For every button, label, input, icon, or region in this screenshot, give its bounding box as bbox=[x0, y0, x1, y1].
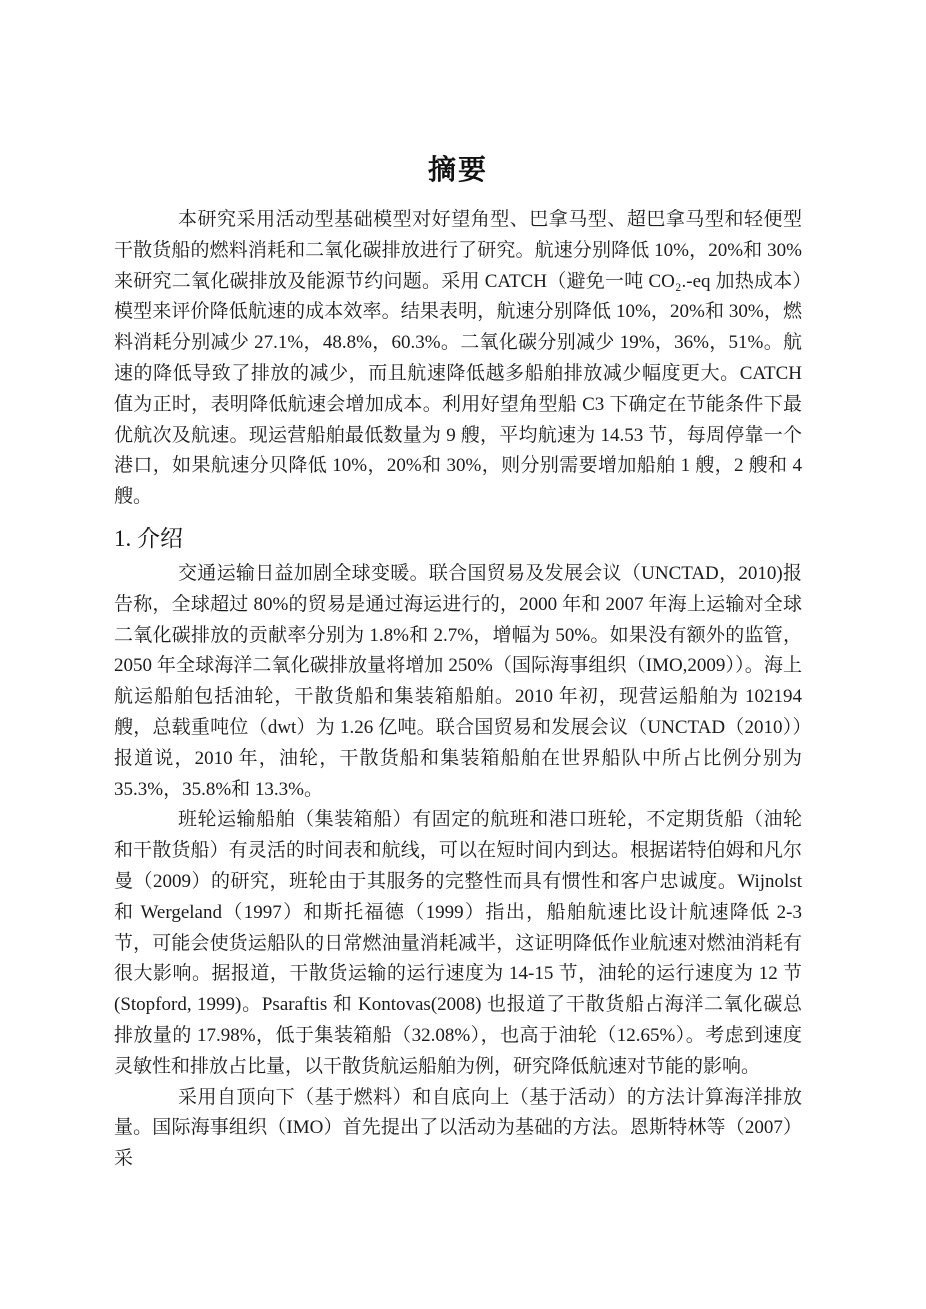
page-content bbox=[114, 148, 802, 1175]
abstract-paragraph: 本研究采用活动型基础模型对好望角型、巴拿马型、超巴拿马型和轻便型干散货船的燃料消耗和二氧化碳排放进行了研究。航速分别降低 10%，20%和 30%来研究二氧化碳排放及能源节约问题。采用 CATCH（避免一吨 CO₂.-eq 加热成本）模型来评价降低航速的成本效率。结果表明，航速分别降低 10%，20%和 30%，燃料消耗分别减少 27.1%，48.8%，60.3%。二氧化碳分别减少 19%，36%，51%。航速的降低导致了排放的减少，而且航速降低越多船舶排放减少幅度更大。CATCH 值为正时，表明降低航速会增加成本。利用好望角型船 C3 下确定在节能条件下最优航次及航速。现运营船舶最低数量为 9 艘，平均航速为 14.53 节，每周停靠一个港口，如果航速分贝降低 10%，20%和 30%，则分别需要增加船舶 1 艘，2 艘和 4 艘。 bbox=[114, 209, 802, 508]
page-title: 摘要 bbox=[427, 154, 488, 185]
intro-paragraph-2: 班轮运输船舶（集装箱船）有固定的航班和港口班轮，不定期货船（油轮和干散货船）有灵活的时间表和航线，可以在短时间内到达。根据诺特伯姆和凡尔曼（2009）的研究，班轮由于其服务的完整性而具有惯性和客户忠诚度。Wijnolst 和 Wergeland（1997）和斯托福德（1999）指出，船舶航速比设计航速降低 2-3 节，可能会使货运船队的日常燃油量消耗减半，这证明降低作业航速对燃油消耗有很大影响。据报道，干散货运输的运行速度为 14-15 节，油轮的运行速度为 12 节 (Stopford, 1999)。Psaraftis 和 Kontovas(2008) 也报道了干散货船占海洋二氧化碳总排放量的 17.98%，低于集装箱船（32.08%），也高于油轮（12.65%）。考虑到速度灵敏性和排放占比量，以干散货航运船舶为例，研究降低航速对节能的影响。 bbox=[114, 809, 802, 1077]
intro-paragraph-3: 采用自顶向下（基于燃料）和自底向上（基于活动）的方法计算海洋排放量。国际海事组织（IMO）首先提出了以活动为基础的方法。恩斯特林等（2007）采 bbox=[114, 1086, 802, 1170]
section-heading-introduction: 1. 介绍 bbox=[114, 525, 183, 551]
intro-paragraph-1: 交通运输日益加剧全球变暖。联合国贸易及发展会议（UNCTAD，2010)报告称，全球超过 80%的贸易是通过海运进行的，2000 年和 2007 年海上运输对全球二氧化碳排放的贡献率分别为 1.8%和 2.7%，增幅为 50%。如果没有额外的监管，2050 年全球海洋二氧化碳排放量将增加 250%（国际海事组织（IMO,2009））。海上航运船舶包括油轮，干散货船和集装箱船舶。2010 年初，现营运船舶为 102194 艘，总载重吨位（dwt）为 1.26 亿吨。联合国贸易和发展会议（UNCTAD（2010））报道说，2010 年，油轮，干散货船和集装箱船舶在世界船队中所占比例分别为 35.3%，35.8%和 13.3%。 bbox=[114, 562, 802, 800]
